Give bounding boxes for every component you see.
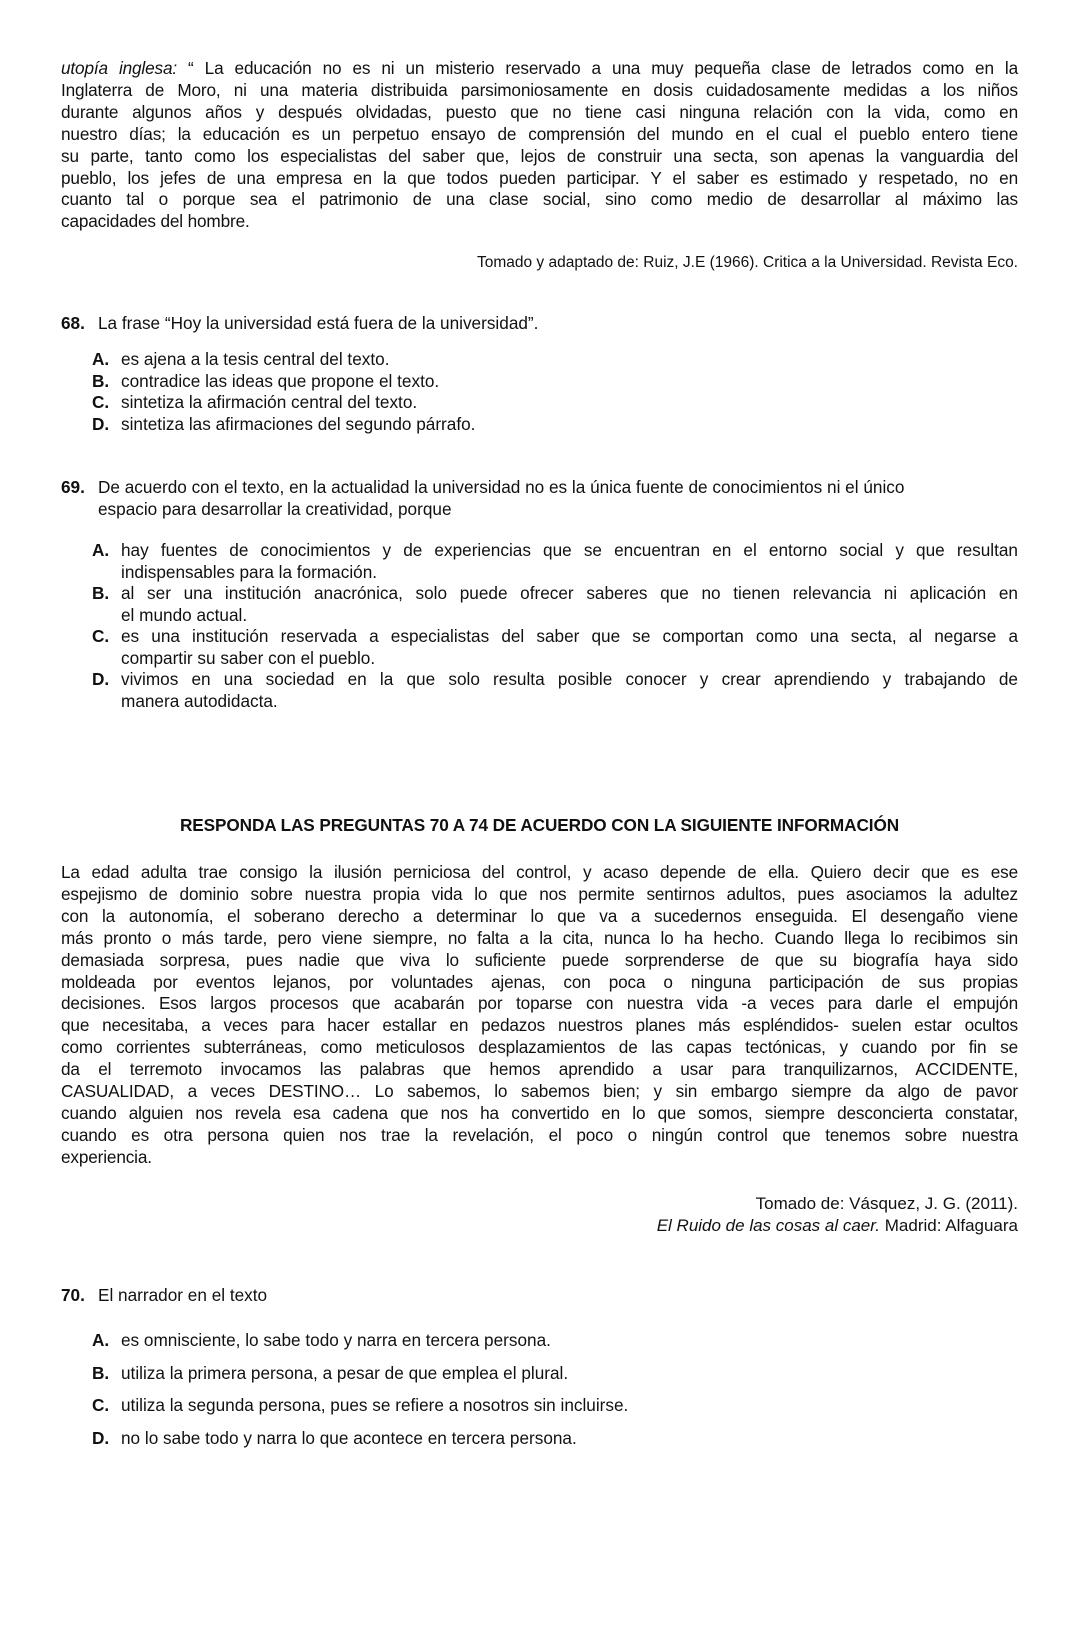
option-b[interactable]: B. utiliza la primera persona, a pesar de que emplea el plural. (92, 1362, 569, 1383)
source-book-title: El Ruido de las cosas al caer. (656, 1216, 881, 1235)
passage-2-line: cuando es otra persona quien nos trae la revelación, el poco o ningún control que tenemos sobre nuestra (61, 1124, 1018, 1145)
source-citation: Tomado de: Vásquez, J. G. (2011). (755, 1194, 1018, 1213)
passage-1-line: cuanto tal o porque sea el patrimonio de una clase social, sino como medio de desarrollar al máximo las (61, 189, 1018, 210)
passage-2-line: que necesitaba, a veces para hacer estallar en pedazos nuestros planes más espléndidos- suelen estar ocultos (61, 1015, 1018, 1036)
passage-2-source (657, 1193, 1018, 1237)
question-stem-line: De acuerdo con el texto, en la actualidad la universidad no es la única fuente de conocimientos ni el único (98, 477, 905, 497)
option-b[interactable]: B. contradice las ideas que propone el texto. (92, 370, 440, 391)
option-c[interactable]: C. sintetiza la afirmación central del texto. (92, 392, 418, 412)
passage-1-source: Tomado y adaptado de: Ruiz, J.E (1966). Critica a la Universidad. Revista Eco. (476, 254, 1018, 271)
option-letter: A. (92, 1330, 110, 1350)
passage-1-line: Inglaterra de Moro, ni una materia distribuida parsimoniosamente en dosis cuidadosamente medidas a los niños (61, 79, 1018, 100)
passage-2-line: CASUALIDAD, a veces DESTINO… Lo sabemos, lo sabemos bien; y sin embargo siempre da algo de pavor (61, 1081, 1018, 1102)
passage-1-line: durante algunos años y después olvidadas, puesto que no tiene casi ninguna relación con la vida, como en (61, 101, 1018, 122)
option-letter: B. (92, 370, 110, 391)
option-letter: C. (92, 1395, 110, 1415)
question-69-options (92, 540, 1018, 712)
passage-2 (61, 862, 1018, 1169)
option-a[interactable]: A. es ajena a la tesis central del texto. (92, 349, 390, 369)
question-69 (61, 477, 1018, 520)
option-letter: D. (92, 1427, 110, 1448)
option-a[interactable]: A. es omnisciente, lo sabe todo y narra en tercera persona. (92, 1330, 551, 1350)
passage-2-line: moldeada por eventos lejanos, por voluntades ajenas, con poca o ninguna participación de sus propias (61, 971, 1018, 992)
passage-1 (61, 58, 1018, 233)
option-c[interactable]: C. es una institución reservada a especialistas del saber que se comportan como una secta, al negarse a compartir su saber con el pueblo. (92, 626, 1018, 668)
passage-2-line: experiencia. (61, 1146, 152, 1167)
option-d[interactable]: D. vivimos en una sociedad en la que solo resulta posible conocer y crear aprendiendo y trabajando de manera autodidacta. (92, 669, 1018, 711)
option-b[interactable]: B. al ser una institución anacrónica, solo puede ofrecer saberes que no tienen relevancia ni aplicación en el mundo actual. (92, 583, 1018, 625)
option-d[interactable]: D. sintetiza las afirmaciones del segundo párrafo. (92, 413, 476, 434)
passage-1-line: capacidades del hombre. (61, 211, 250, 232)
question-68-options (92, 349, 1018, 435)
option-letter: B. (92, 1362, 110, 1383)
passage-2-line: La edad adulta trae consigo la ilusión perniciosa del control, y acaso depende de ella. Quiero decir que es ese (61, 862, 1018, 882)
passage-2-line: demasiada sorpresa, pues nadie que viva lo suficiente puede sorprenderse de que su biografía haya sido (61, 949, 1018, 970)
option-letter: A. (92, 540, 110, 560)
question-68 (61, 313, 1018, 335)
passage-2-line: como corrientes subterráneas, como meticulosos desplazamientos de las capas tectónicas, y cuando por fin se (61, 1037, 1018, 1058)
passage-2-line: espejismo de dominio sobre nuestra propia vida lo que nos permite sentirnos adultos, pues asociamos la adultez (61, 883, 1018, 904)
option-letter: D. (92, 669, 110, 689)
passage-2-line: decisiones. Esos largos procesos que acabarán por toparse con nuestra vida -a veces para darle el empujón (61, 993, 1018, 1014)
passage-1-line: utopía inglesa: “ La educación no es ni un misterio reservado a una muy pequeña clase de letrados como en la (61, 58, 1018, 78)
option-letter: B. (92, 583, 110, 603)
option-letter: D. (92, 413, 110, 434)
question-stem-line: espacio para desarrollar la creatividad, porque (98, 498, 452, 519)
passage-1-line: su parte, tanto como los especialistas del saber que, lejos de construir una secta, son apenas la vanguardia del (61, 145, 1018, 166)
option-letter: A. (92, 349, 110, 369)
passage-1-italic-prefix: utopía inglesa: (61, 58, 177, 78)
option-d[interactable]: D. no lo sabe todo y narra lo que acontece en tercera persona. (92, 1427, 577, 1448)
passage-2-line: más pronto o más tarde, pero viene siempre, no falta a la cita, nunca lo ha hecho. Cuando llega lo recibimos sin (61, 927, 1018, 948)
section-heading: RESPONDA LAS PREGUNTAS 70 A 74 DE ACUERDO CON LA SIGUIENTE INFORMACIÓN (179, 815, 900, 835)
passage-2-line: cuando alguien nos revela esa cadena que nos ha convertido en lo que somos, siempre desconcierta constatar, (61, 1102, 1018, 1123)
source-publisher: Madrid: Alfaguara (880, 1216, 1018, 1235)
passage-2-line: con la autonomía, el soberano derecho a determinar lo que va a sucedernos enseguida. El desengaño viene (61, 905, 1018, 926)
option-a[interactable]: A. hay fuentes de conocimientos y de experiencias que se encuentran en el entorno social y que resultan indispensables para la formación. (92, 540, 1018, 582)
question-stem: La frase “Hoy la universidad está fuera de la universidad”. (98, 313, 539, 333)
question-70-options (92, 1330, 1018, 1449)
question-number: 70. (61, 1285, 85, 1305)
question-number: 68. (61, 313, 85, 333)
question-stem: El narrador en el texto (98, 1285, 268, 1305)
question-number: 69. (61, 477, 85, 497)
option-c[interactable]: C. utiliza la segunda persona, pues se refiere a nosotros sin incluirse. (92, 1395, 629, 1415)
passage-1-line: pueblo, los jefes de una empresa en la que todos pueden participar. Y el saber es estimado y respetado, no en (61, 167, 1018, 188)
option-letter: C. (92, 626, 110, 646)
passage-2-line: da el terremoto invocamos las palabras que hemos aprendido a usar para tranquilizarnos, ACCIDENTE, (61, 1059, 1018, 1080)
passage-1-line: nuestro días; la educación es un perpetuo ensayo de comprensión del mundo en el cual el pueblo entero tiene (61, 123, 1018, 144)
question-70 (61, 1285, 1018, 1307)
option-letter: C. (92, 392, 110, 412)
